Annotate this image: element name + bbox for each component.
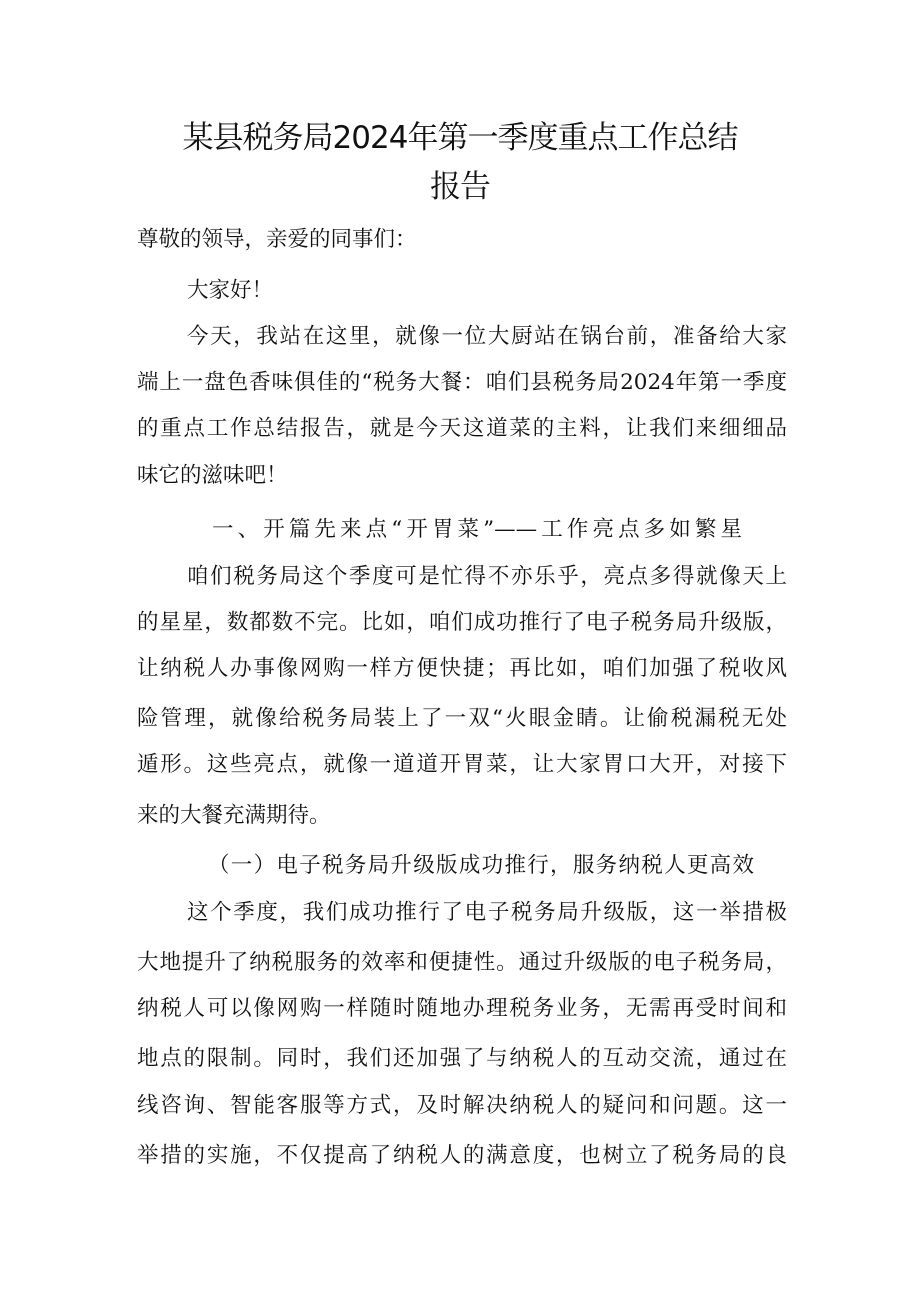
section-1-line: 咱们税务局这个季度可是忙得不亦乐乎，亮点多得就像天上 <box>187 564 787 589</box>
section-1-line: 让纳税人办事像网购一样方便快捷；再比如，咱们加强了税收风 <box>137 656 787 681</box>
intro-line: 的重点工作总结报告，就是今天这道菜的主料，让我们来细细品 <box>137 416 787 441</box>
subsection-1-line: 线咨询、智能客服等方式，及时解决纳税人的疑问和问题。这一 <box>137 1093 787 1118</box>
intro-line: 今天，我站在这里，就像一位大厨站在锅台前，准备给大家 <box>187 324 787 349</box>
subsection-1-line: 这个季度，我们成功推行了电子税务局升级版，这一举措极 <box>187 900 787 925</box>
section-1-line: 来的大餐充满期待。 <box>137 803 331 828</box>
intro-line: 味它的滋味吧！ <box>137 463 288 488</box>
greeting: 大家好！ <box>187 278 274 303</box>
subsection-1-heading: （一）电子税务局升级版成功推行，服务纳税人更高效 <box>208 853 754 878</box>
document-title-line-2: 报告 <box>430 169 490 205</box>
section-1-line: 的星星，数都数不完。比如，咱们成功推行了电子税务局升级版， <box>137 610 787 635</box>
salutation: 尊敬的领导，亲爱的同事们： <box>137 227 417 252</box>
subsection-1-line: 地点的限制。同时，我们还加强了与纳税人的互动交流，通过在 <box>137 1046 787 1071</box>
subsection-1-line: 纳税人可以像网购一样随时随地办理税务业务，无需再受时间和 <box>137 996 787 1021</box>
section-1-heading: 一、开篇先来点“开胃菜”——工作亮点多如繁星 <box>212 517 742 542</box>
section-1-line: 遁形。这些亮点，就像一道道开胃菜，让大家胃口大开，对接下 <box>137 752 787 777</box>
section-1-line: 险管理，就像给税务局装上了一双“火眼金睛。让偷税漏税无处 <box>137 706 787 731</box>
subsection-1-line: 大地提升了纳税服务的效率和便捷性。通过升级版的电子税务局， <box>137 950 787 975</box>
intro-line: 端上一盘色香味俱佳的“税务大餐：咱们县税务局2024年第一季度 <box>137 370 787 395</box>
document-title-line-1: 某县税务局2024年第一季度重点工作总结 <box>182 120 738 156</box>
subsection-1-line: 举措的实施，不仅提高了纳税人的满意度，也树立了税务局的良 <box>137 1143 787 1168</box>
